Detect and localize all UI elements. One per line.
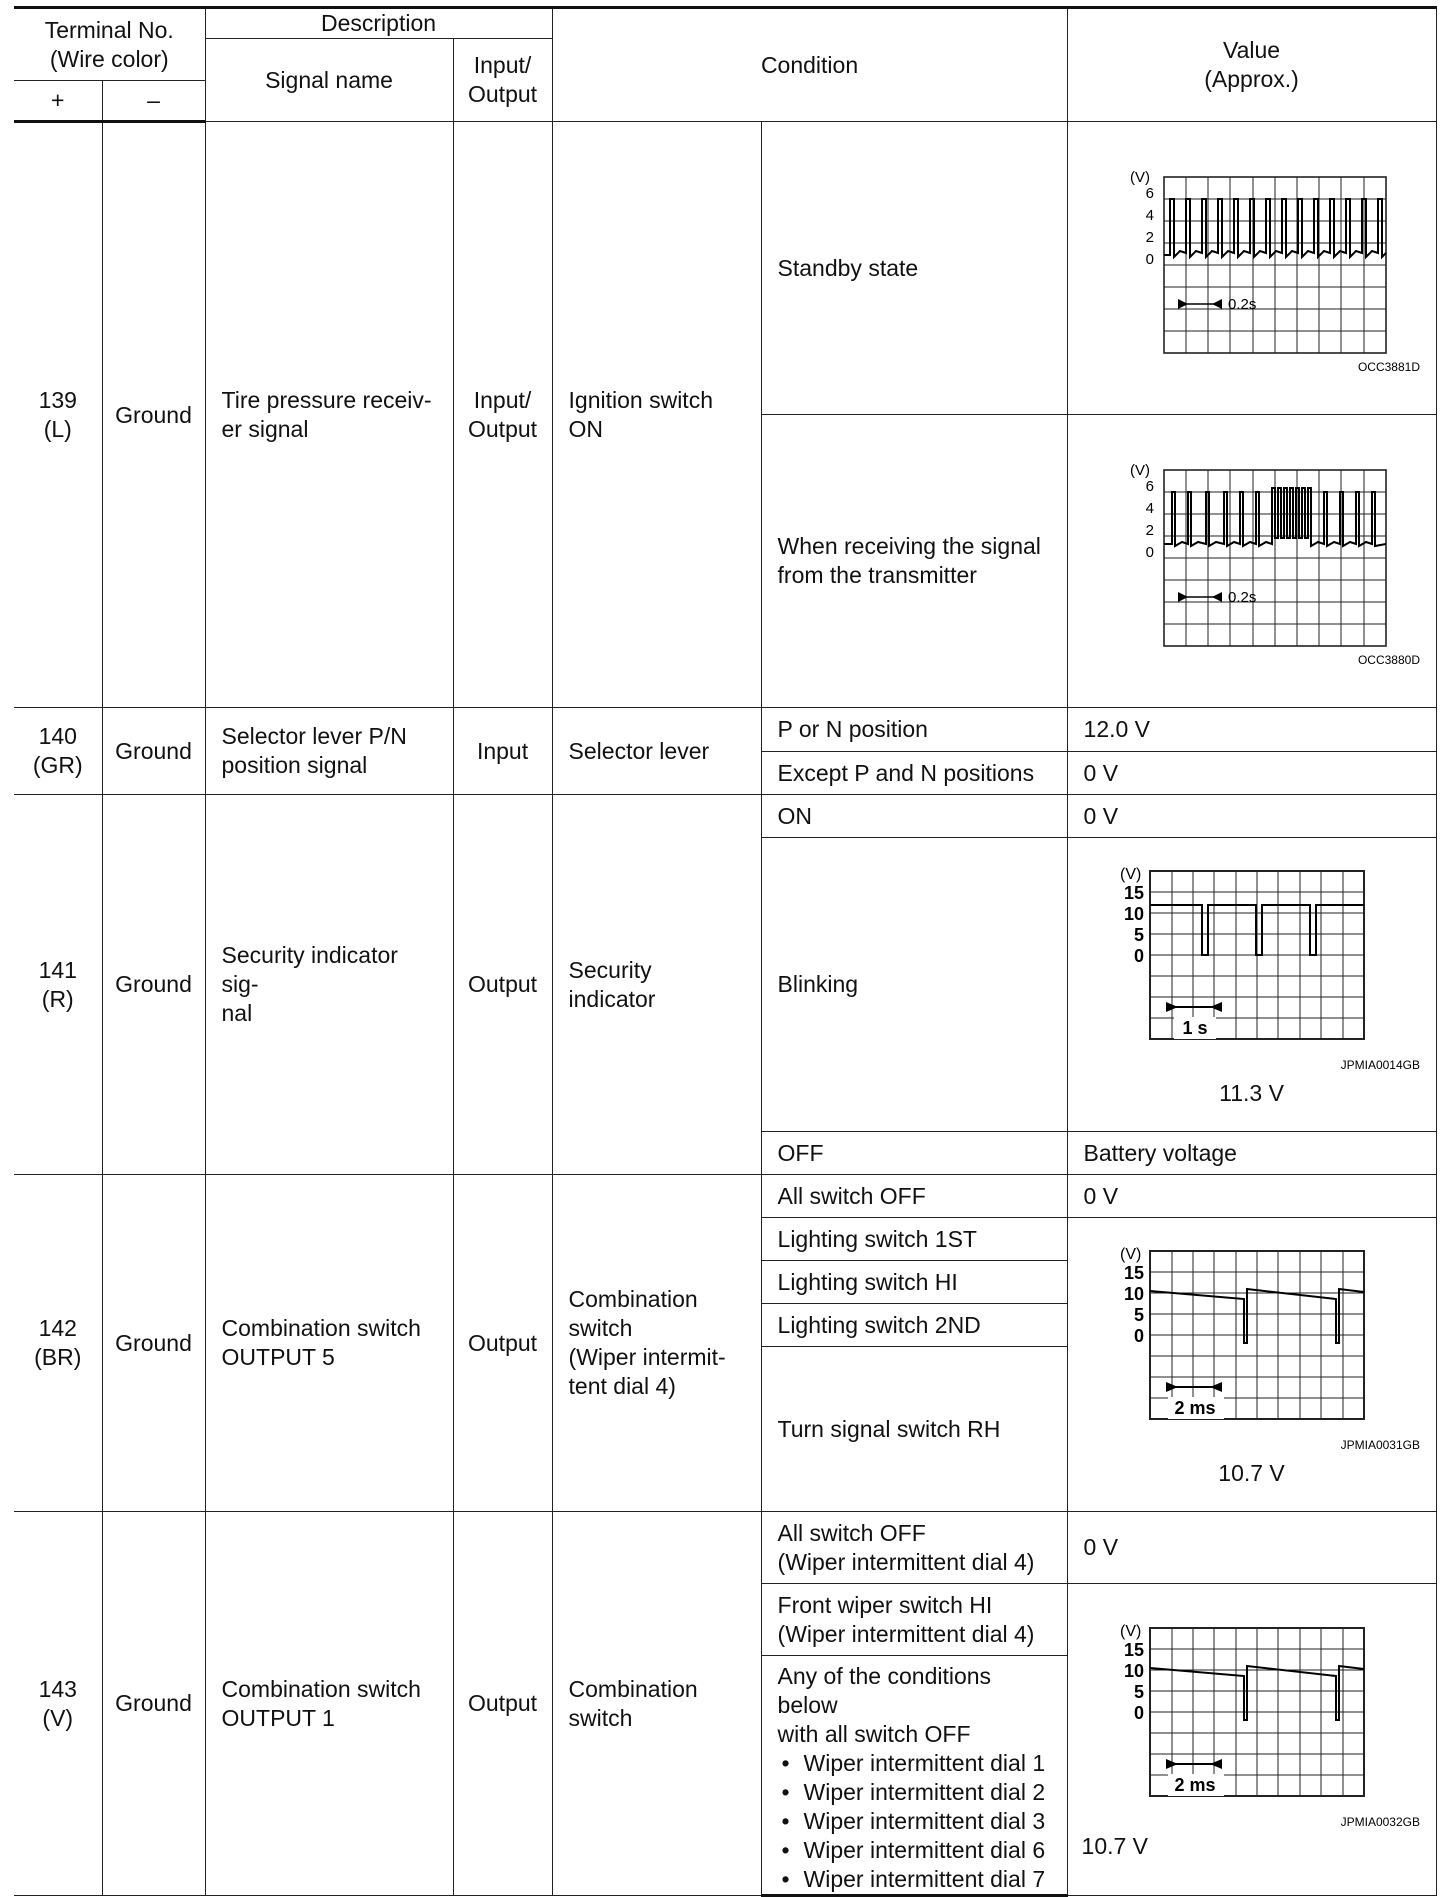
figure-id: JPMIA0014GB: [1340, 1058, 1420, 1072]
sub-condition-pn: P or N position: [761, 708, 1067, 752]
wave-trace: [1164, 488, 1386, 546]
signal-name-cell: [205, 122, 453, 708]
wave-unit: (V): [1119, 866, 1141, 883]
input-output-label-2: Output: [468, 81, 538, 107]
ground-cell: Ground: [102, 708, 205, 795]
wire-color-label: (Wire color): [49, 45, 169, 72]
condition-cell: [552, 1175, 761, 1512]
condition-cell: [552, 1512, 761, 1896]
ground-cell: Ground: [102, 122, 205, 708]
wave-tick: 10: [1123, 1284, 1144, 1304]
wave-tick: 15: [1123, 1263, 1144, 1283]
value-on: 0 V: [1067, 795, 1436, 838]
value-all-off: 0 V: [1067, 1175, 1436, 1218]
input-output-header: [453, 39, 552, 122]
condition-line: switch: [568, 1704, 633, 1731]
sub-condition-standby: Standby state: [761, 122, 1067, 415]
ground-cell: Ground: [102, 1175, 205, 1512]
value-waveform-blinking: [1067, 838, 1436, 1132]
sub-condition-line: Front wiper switch HI: [777, 1591, 993, 1618]
condition-line: Ignition switch: [568, 386, 713, 413]
value-waveform-143: [1067, 1584, 1436, 1896]
sub-condition-any: [761, 1656, 1067, 1896]
wave-scale: 0.2s: [1227, 589, 1256, 606]
terminal-143-row-a: [14, 1512, 1436, 1584]
figure-id: OCC3880D: [1357, 653, 1420, 666]
wave-grid: [1150, 1628, 1364, 1796]
terminal-140-row-a: [14, 708, 1436, 752]
sub-condition-receiving: [761, 415, 1067, 708]
signal-name-line: nal: [221, 1000, 253, 1026]
wiper-dial-list: [778, 1749, 1051, 1894]
terminal-142-row-a: [14, 1175, 1436, 1218]
wave-tick: 5: [1133, 1682, 1144, 1702]
terminal-number: 140: [38, 723, 77, 749]
sub-condition-line: from the transmitter: [777, 562, 977, 588]
signal-name-line: Selector lever P/N: [221, 723, 407, 749]
sub-condition-off: OFF: [761, 1132, 1067, 1175]
waveform-standby-graph: [1082, 165, 1422, 373]
terminal-143: [14, 1512, 102, 1896]
signal-name-line: er signal: [221, 415, 309, 442]
wave-tick: 6: [1145, 478, 1154, 495]
wave-tick: 0: [1145, 251, 1154, 268]
signal-name-line: OUTPUT 1: [221, 1704, 335, 1731]
sub-condition-blinking: Blinking: [761, 838, 1067, 1132]
description-header: Description: [205, 8, 552, 39]
sub-condition-turn-rh: Turn signal switch RH: [761, 1347, 1067, 1512]
wire-color: (R): [41, 985, 74, 1012]
wave-grid: [1150, 1251, 1364, 1419]
signal-name-line: Combination switch: [221, 1315, 421, 1341]
signal-name-header: Signal name: [205, 39, 453, 122]
sub-condition-lighting-1st: Lighting switch 1ST: [761, 1218, 1067, 1261]
value-waveform-143-text: 10.7 V: [1081, 1833, 1149, 1859]
list-item: • Wiper intermittent dial 7: [782, 1865, 1051, 1894]
signal-name-line: Tire pressure receiv-: [221, 386, 432, 413]
wire-color: (V): [42, 1704, 74, 1731]
signal-name-cell: [205, 708, 453, 795]
wave-tick: 10: [1123, 1661, 1144, 1681]
wave-scale: 0.2s: [1227, 296, 1256, 313]
wave-unit: (V): [1129, 462, 1150, 479]
condition-line: (Wiper intermit-: [568, 1344, 726, 1370]
condition-cell: [552, 122, 761, 708]
terminal-number: 143: [38, 1675, 77, 1702]
terminal-no-header: [14, 8, 205, 81]
minus-header: –: [102, 81, 205, 122]
sub-condition-line: All switch OFF: [777, 1519, 926, 1546]
ground-cell: Ground: [102, 795, 205, 1175]
condition-line: Combination: [568, 1675, 698, 1702]
wire-color: (L): [43, 416, 72, 442]
signal-name-line: position signal: [221, 752, 368, 778]
waveform-receiving-graph: [1082, 458, 1422, 666]
condition-line: ON: [568, 415, 604, 442]
terminal-141: [14, 795, 102, 1175]
signal-name-cell: [205, 795, 453, 1175]
io-cell: [453, 122, 552, 708]
header-row-1: [14, 8, 1436, 39]
sub-condition-lighting-2nd: Lighting switch 2ND: [761, 1304, 1067, 1347]
signal-name-cell: [205, 1512, 453, 1896]
sub-condition-line: Any of the conditions below: [777, 1663, 992, 1718]
io-cell: Output: [453, 1175, 552, 1512]
wave-tick: 0: [1145, 544, 1154, 561]
wave-tick: 2: [1145, 522, 1154, 539]
io-line: Input/: [473, 386, 532, 413]
wave-tick: 5: [1133, 1305, 1144, 1325]
terminal-spec-table: [14, 6, 1437, 1897]
value-all-off: 0 V: [1067, 1512, 1436, 1584]
value-waveform-receiving: [1067, 415, 1436, 708]
wave-tick: 0: [1133, 1703, 1144, 1723]
plus-header: +: [14, 81, 102, 122]
sub-condition-except: Except P and N positions: [761, 752, 1067, 795]
value-waveform-142-text: 10.7 V: [1218, 1460, 1285, 1486]
terminal-140: [14, 708, 102, 795]
condition-header: Condition: [552, 8, 1067, 122]
value-waveform-142: [1067, 1218, 1436, 1512]
wave-tick: 15: [1123, 1640, 1144, 1660]
terminal-142: [14, 1175, 102, 1512]
io-cell: Output: [453, 795, 552, 1175]
wave-tick: 6: [1145, 185, 1154, 202]
waveform-blinking-graph: [1082, 863, 1422, 1075]
terminal-139: [14, 122, 102, 708]
condition-cell: Selector lever: [552, 708, 761, 795]
terminal-number: 141: [38, 956, 77, 983]
wave-tick: 0: [1133, 1326, 1144, 1346]
waveform-142-graph: [1082, 1243, 1422, 1455]
value-off: Battery voltage: [1067, 1132, 1436, 1175]
wave-unit: (V): [1129, 169, 1150, 186]
sub-condition-line: When receiving the signal: [777, 533, 1041, 559]
value-blinking: 11.3 V: [1219, 1080, 1284, 1106]
io-line: Output: [468, 415, 538, 442]
approx-label: (Approx.): [1204, 66, 1299, 92]
terminal-141-row-a: [14, 795, 1436, 838]
io-cell: Input: [453, 708, 552, 795]
list-item: • Wiper intermittent dial 3: [782, 1807, 1051, 1836]
wave-grid: [1164, 177, 1386, 353]
terminal-no-label: Terminal No.: [44, 16, 174, 43]
wave-tick: 0: [1133, 946, 1144, 966]
sub-condition-on: ON: [761, 795, 1067, 838]
wire-color: (GR): [32, 752, 83, 778]
signal-name-line: Security indicator sig-: [221, 942, 398, 997]
terminal-139-row-a: [14, 122, 1436, 415]
condition-cell: Security indicator: [552, 795, 761, 1175]
terminal-number: 142: [38, 1315, 77, 1341]
waveform-143-graph: [1082, 1620, 1422, 1832]
value-header: [1067, 8, 1436, 122]
sub-condition-line: (Wiper intermittent dial 4): [777, 1620, 1035, 1647]
sub-condition-all-off: All switch OFF: [761, 1175, 1067, 1218]
wave-tick: 15: [1123, 883, 1144, 903]
io-cell: Output: [453, 1512, 552, 1896]
condition-line: switch: [568, 1315, 633, 1341]
list-item: • Wiper intermittent dial 1: [782, 1749, 1051, 1778]
value-label: Value: [1222, 37, 1281, 63]
input-output-label-1: Input/: [473, 52, 532, 78]
terminal-number: 139: [38, 387, 77, 413]
wave-tick: 4: [1145, 500, 1154, 517]
value-pn: 12.0 V: [1067, 708, 1436, 752]
wave-tick: 2: [1145, 229, 1154, 246]
sub-condition-all-off: [761, 1512, 1067, 1584]
list-item: • Wiper intermittent dial 6: [782, 1836, 1051, 1865]
wave-tick: 4: [1145, 207, 1154, 224]
wave-tick: 5: [1133, 925, 1144, 945]
value-except: 0 V: [1067, 752, 1436, 795]
figure-id: JPMIA0032GB: [1340, 1815, 1420, 1829]
wave-tick: 10: [1123, 904, 1144, 924]
wave-scale: 1 s: [1182, 1018, 1208, 1038]
signal-name-line: Combination switch: [221, 1675, 421, 1702]
condition-line: Combination: [568, 1286, 698, 1312]
wave-unit: (V): [1119, 1246, 1141, 1263]
sub-condition-line: (Wiper intermittent dial 4): [777, 1548, 1035, 1575]
wave-scale: 2 ms: [1174, 1775, 1216, 1795]
signal-name-line: OUTPUT 5: [221, 1344, 335, 1370]
value-waveform-standby: [1067, 122, 1436, 415]
condition-line: tent dial 4): [568, 1373, 676, 1399]
sub-condition-front-wiper-hi: [761, 1584, 1067, 1656]
wire-color: (BR): [34, 1344, 82, 1370]
sub-condition-line: with all switch OFF: [777, 1721, 971, 1747]
sub-condition-lighting-hi: Lighting switch HI: [761, 1261, 1067, 1304]
wave-unit: (V): [1119, 1623, 1141, 1640]
figure-id: OCC3881D: [1357, 360, 1420, 373]
signal-name-cell: [205, 1175, 453, 1512]
wave-scale: 2 ms: [1174, 1398, 1216, 1418]
figure-id: JPMIA0031GB: [1340, 1438, 1420, 1452]
ground-cell: Ground: [102, 1512, 205, 1896]
list-item: • Wiper intermittent dial 2: [782, 1778, 1051, 1807]
